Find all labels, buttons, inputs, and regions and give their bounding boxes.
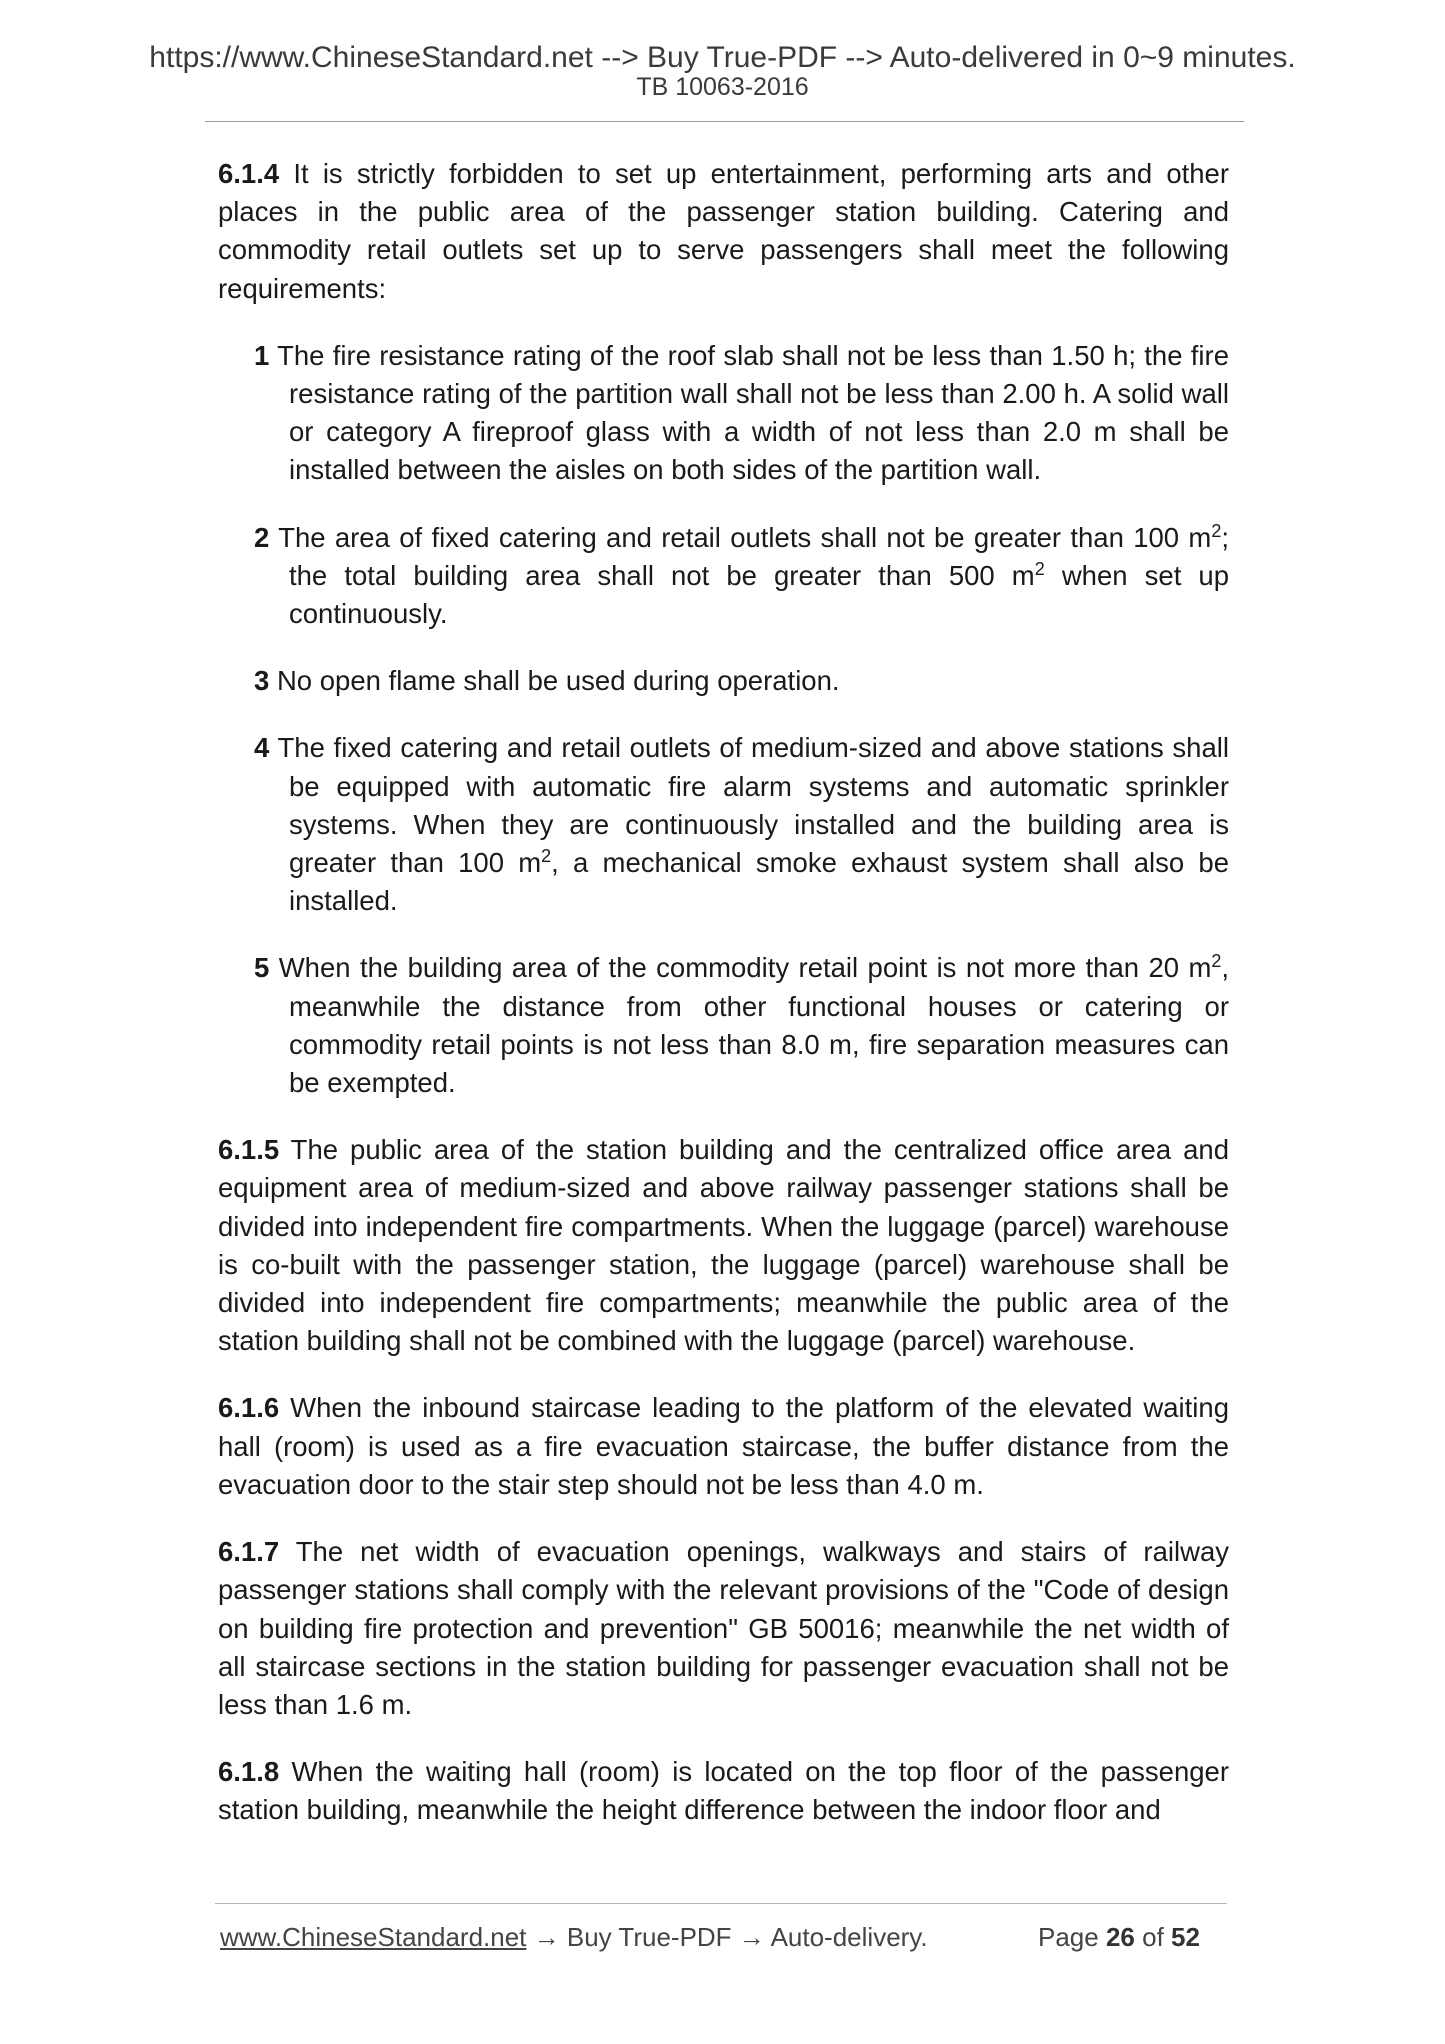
superscript: 2 — [1034, 558, 1045, 579]
document-body — [218, 155, 1229, 1859]
clause-text: The net width of evacuation openings, walkways and stairs of railway passenger stations shall comply with the relevant provisions of the "Code of design on building fire protection and prevention" GB 50016; meanwhile the net width of all staircase sections in the station building for passenger evacuation shall not be less than 1.6 m. — [218, 1536, 1229, 1720]
item-text: ; the total building area shall not be greater than 500 m — [289, 521, 1229, 591]
clause-6-1-4-item-1 — [254, 337, 1229, 490]
clause-6-1-5 — [218, 1131, 1229, 1360]
clause-6-1-4-item-3 — [254, 662, 1229, 700]
footer-tagline: → Buy True-PDF → Auto-delivery. — [526, 1922, 928, 1952]
page-indicator — [1038, 1921, 1200, 1953]
item-text: , meanwhile the distance from other functional houses or catering or commodity retail points is not less than 8.0 m, fire separation measures can be exempted. — [289, 952, 1230, 1099]
clause-number: 6.1.5 — [218, 1134, 280, 1166]
superscript: 2 — [541, 845, 552, 866]
clause-6-1-4-item-5 — [254, 949, 1229, 1102]
clause-text: When the waiting hall (room) is located on the top floor of the passenger station building, meanwhile the height difference between the indoor floor and — [218, 1756, 1229, 1826]
item-text: When the building area of the commodity retail point is not more than 20 m — [278, 952, 1212, 984]
current-page-number: 26 — [1105, 1922, 1135, 1952]
website-link[interactable]: www.ChineseStandard.net — [220, 1922, 527, 1952]
clause-6-1-8 — [218, 1753, 1229, 1829]
clause-number: 6.1.6 — [218, 1392, 280, 1424]
clause-text: The public area of the station building and the centralized office area and equipment area of medium-sized and above railway passenger stations shall be divided into independent fire compartments. When the luggage (parcel) warehouse is co-built with the passenger station, the luggage (parcel) warehouse shall be divided into independent fire compartments; meanwhile the public area of the station building shall not be combined with the luggage (parcel) warehouse. — [218, 1134, 1229, 1357]
clause-number: 6.1.8 — [218, 1756, 280, 1788]
document-code: TB 10063-2016 — [636, 73, 809, 101]
item-number: 4 — [254, 732, 270, 764]
item-text: when set up continuously. — [289, 559, 1230, 630]
clause-6-1-4-item-2 — [254, 519, 1229, 634]
clause-6-1-7 — [218, 1533, 1229, 1724]
superscript: 2 — [1211, 951, 1222, 972]
item-text: The area of fixed catering and retail outlets shall not be greater than 100 m — [278, 521, 1212, 553]
clause-number: 6.1.7 — [218, 1536, 280, 1568]
item-number: 2 — [254, 521, 270, 553]
item-text: The fixed catering and retail outlets of medium-sized and above stations shall be equipped with automatic fire alarm systems and automatic sprinkler systems. When they are continuously installed and the building area is greater than 100 m — [277, 732, 1229, 879]
total-page-number: 52 — [1171, 1922, 1200, 1952]
page-label: Page — [1038, 1922, 1099, 1952]
item-number: 1 — [254, 339, 270, 371]
footer-site — [220, 1921, 928, 1953]
header-divider — [205, 121, 1244, 122]
clause-text: It is strictly forbidden to set up entertainment, performing arts and other places in the public area of the passenger station building. Catering and commodity retail outlets set up to serve passengers shall meet the following requirements: — [218, 158, 1229, 304]
source-banner: https://www.ChineseStandard.net --> Buy True-PDF --> Auto-delivered in 0~9 minutes. — [149, 41, 1296, 74]
clause-number: 6.1.4 — [218, 158, 280, 189]
clause-6-1-4 — [218, 155, 1229, 308]
clause-6-1-6 — [218, 1389, 1229, 1504]
item-number: 3 — [254, 665, 270, 697]
item-text: , a mechanical smoke exhaust system shall also be installed. — [289, 847, 1230, 917]
footer-divider — [215, 1903, 1227, 1904]
item-number: 5 — [254, 952, 270, 984]
clause-6-1-4-item-4 — [254, 729, 1229, 920]
item-text: The fire resistance rating of the roof slab shall not be less than 1.50 h; the fire resistance rating of the partition wall shall not be less than 2.00 h. A solid wall or category A fireproof glass with a width of not less than 2.0 m shall be installed between the aisles on both sides of the partition wall. — [277, 339, 1229, 486]
page-of-label: of — [1142, 1922, 1164, 1952]
superscript: 2 — [1211, 520, 1222, 541]
item-text: No open flame shall be used during operation. — [276, 665, 840, 697]
clause-text: When the inbound staircase leading to the platform of the elevated waiting hall (room) is used as a fire evacuation staircase, the buffer distance from the evacuation door to the stair step should not be less than 4.0 m. — [218, 1392, 1229, 1500]
